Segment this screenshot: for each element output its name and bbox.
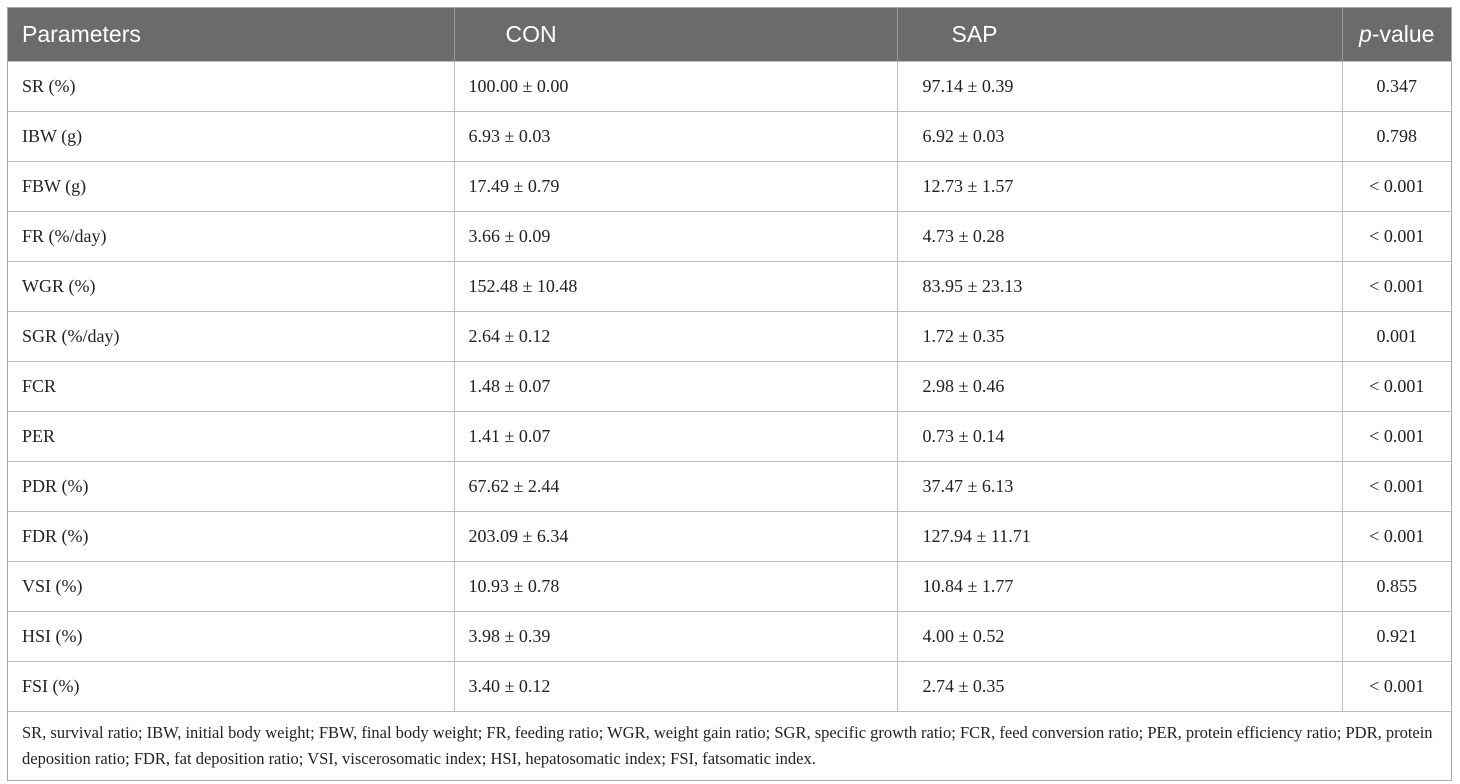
cell-parameter: WGR (%) [8, 262, 454, 312]
cell-con: 6.93 ± 0.03 [454, 112, 897, 162]
cell-parameter: FR (%/day) [8, 212, 454, 262]
cell-p-value: < 0.001 [1342, 212, 1451, 262]
cell-con: 100.00 ± 0.00 [454, 62, 897, 112]
table-header [8, 8, 1451, 62]
cell-parameter: HSI (%) [8, 612, 454, 662]
cell-con: 3.66 ± 0.09 [454, 212, 897, 262]
table-row [8, 562, 1451, 612]
cell-sap: 0.73 ± 0.14 [897, 412, 1342, 462]
cell-p-value: < 0.001 [1342, 412, 1451, 462]
cell-sap: 97.14 ± 0.39 [897, 62, 1342, 112]
table-row [8, 612, 1451, 662]
cell-con: 3.98 ± 0.39 [454, 612, 897, 662]
table-row [8, 412, 1451, 462]
cell-parameter: IBW (g) [8, 112, 454, 162]
cell-con: 67.62 ± 2.44 [454, 462, 897, 512]
header-p-value [1342, 8, 1451, 62]
table-row [8, 212, 1451, 262]
cell-con: 152.48 ± 10.48 [454, 262, 897, 312]
cell-p-value: 0.001 [1342, 312, 1451, 362]
cell-parameter: SGR (%/day) [8, 312, 454, 362]
cell-sap: 10.84 ± 1.77 [897, 562, 1342, 612]
table-row [8, 462, 1451, 512]
header-row [8, 8, 1451, 62]
cell-sap: 2.74 ± 0.35 [897, 662, 1342, 712]
cell-con: 17.49 ± 0.79 [454, 162, 897, 212]
cell-sap: 83.95 ± 23.13 [897, 262, 1342, 312]
cell-con: 10.93 ± 0.78 [454, 562, 897, 612]
table-row [8, 362, 1451, 412]
cell-parameter: VSI (%) [8, 562, 454, 612]
header-p-rest: -value [1371, 21, 1435, 47]
cell-parameter: FCR [8, 362, 454, 412]
cell-p-value: < 0.001 [1342, 662, 1451, 712]
cell-con: 3.40 ± 0.12 [454, 662, 897, 712]
cell-p-value: < 0.001 [1342, 462, 1451, 512]
cell-con: 2.64 ± 0.12 [454, 312, 897, 362]
cell-sap: 12.73 ± 1.57 [897, 162, 1342, 212]
cell-sap: 37.47 ± 6.13 [897, 462, 1342, 512]
cell-sap: 4.73 ± 0.28 [897, 212, 1342, 262]
cell-sap: 6.92 ± 0.03 [897, 112, 1342, 162]
cell-p-value: < 0.001 [1342, 162, 1451, 212]
growth-performance-table [8, 8, 1451, 780]
cell-p-value: < 0.001 [1342, 362, 1451, 412]
cell-parameter: FDR (%) [8, 512, 454, 562]
cell-parameter: FSI (%) [8, 662, 454, 712]
table-row [8, 112, 1451, 162]
cell-con: 1.48 ± 0.07 [454, 362, 897, 412]
table-row [8, 512, 1451, 562]
header-con: CON [454, 8, 897, 62]
cell-sap: 2.98 ± 0.46 [897, 362, 1342, 412]
cell-p-value: < 0.001 [1342, 512, 1451, 562]
cell-parameter: PER [8, 412, 454, 462]
cell-p-value: 0.921 [1342, 612, 1451, 662]
header-parameters: Parameters [8, 8, 454, 62]
table-row [8, 662, 1451, 712]
table-footnote: SR, survival ratio; IBW, initial body weight; FBW, final body weight; FR, feeding ratio; WGR, weight gain ratio; SGR, specific growth ratio; FCR, feed conversion ratio; PER, protein efficiency ratio; PDR, protein deposition ratio; FDR, fat deposition ratio; VSI, viscerosomatic index; HSI, hepatosomatic index; FSI, fatsomatic index. [8, 712, 1451, 780]
table-row [8, 262, 1451, 312]
footnote-row [8, 712, 1451, 780]
cell-con: 203.09 ± 6.34 [454, 512, 897, 562]
cell-con: 1.41 ± 0.07 [454, 412, 897, 462]
data-table-container [7, 7, 1452, 781]
table-row [8, 312, 1451, 362]
cell-p-value: 0.855 [1342, 562, 1451, 612]
cell-sap: 4.00 ± 0.52 [897, 612, 1342, 662]
cell-sap: 1.72 ± 0.35 [897, 312, 1342, 362]
cell-parameter: PDR (%) [8, 462, 454, 512]
cell-p-value: 0.798 [1342, 112, 1451, 162]
table-row [8, 62, 1451, 112]
table-row [8, 162, 1451, 212]
table-body [8, 62, 1451, 712]
header-p-italic: p [1359, 21, 1372, 47]
cell-parameter: FBW (g) [8, 162, 454, 212]
cell-p-value: 0.347 [1342, 62, 1451, 112]
cell-sap: 127.94 ± 11.71 [897, 512, 1342, 562]
header-sap: SAP [897, 8, 1342, 62]
cell-parameter: SR (%) [8, 62, 454, 112]
cell-p-value: < 0.001 [1342, 262, 1451, 312]
table-footer [8, 712, 1451, 780]
